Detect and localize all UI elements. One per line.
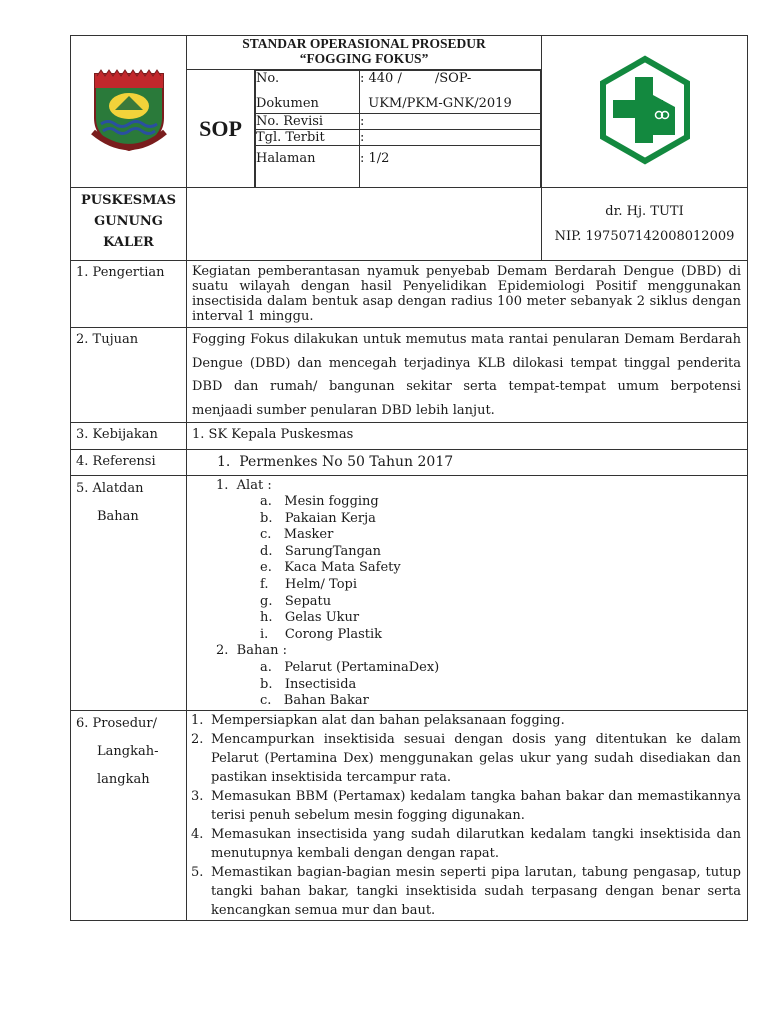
list-item: d. SarungTangan — [260, 543, 382, 559]
list-item: a. Mesin fogging — [260, 494, 379, 510]
section-text-tujuan: Fogging Fokus dilakukan untuk memutus mata rantai penularan Demam Berdarah Dengue (DBD) dan mencegah terjadinya KLB dilokasi tempat tinggal penderita DBD dan rumah/ bangunan sekitar serta tempat-tempat umum berpotensi menjaadi sumber penularan DBD lebih lanjut. — [187, 328, 748, 423]
title-line-2: “FOGGING FOKUS” — [299, 51, 429, 66]
list-item: 5. Memastikan bagian-bagian mesin seperti pipa larutan, tabung pengasap, tutup tangki bahan bakar, tangki insektisida sudah terpasang dengan benar serta kencangkan semua mur dan baut. — [191, 864, 742, 918]
list-item: b. Pakaian Kerja — [260, 510, 376, 526]
field-terbit-label: Tgl. Terbit — [256, 130, 360, 146]
list-item: e. Kaca Mata Safety — [260, 560, 401, 576]
section-label-tujuan: 2. Tujuan — [71, 328, 187, 423]
sop-label: SOP — [187, 70, 255, 188]
list-item: b. Insectisida — [260, 676, 357, 692]
list-item: c. Bahan Bakar — [260, 693, 369, 709]
list-item: h. Gelas Ukur — [260, 610, 360, 626]
title-line-1: STANDAR OPERASIONAL PROSEDUR — [242, 36, 486, 51]
field-halaman-label: Halaman — [256, 146, 360, 187]
list-item: 4. Memasukan insectisida yang sudah dilarutkan kedalam tangki insektisida dan menutupnya kembali dengan dengan rapat. — [191, 826, 742, 861]
document-title — [187, 36, 542, 70]
field-revisi-label: No. Revisi — [256, 114, 360, 130]
bahan-list — [192, 660, 741, 710]
section-content-prosedur — [187, 710, 748, 920]
field-no-value: : 440 / /SOP- UKM/PKM-GNK/2019 — [360, 71, 541, 114]
section-label-alat-bahan: 5. Alatdan Bahan — [71, 475, 187, 710]
field-terbit-value: : — [360, 130, 541, 146]
section-text-pengertian: Kegiatan pemberantasan nyamuk penyebab Demam Berdarah Dengue (DBD) di suatu wilayah dengan hasil Penyelidikan Epidemiologi Positif menggunakan insectisida dalam bentuk asap dengan radius 100 meter sebanyak 2 siklus dengan interval 1 minggu. — [187, 261, 748, 328]
document-fields — [255, 70, 542, 188]
alat-list — [192, 494, 741, 643]
section-text-kebijakan: 1. SK Kepala Puskesmas — [187, 423, 748, 450]
alat-heading: 1. Alat : — [216, 477, 272, 493]
section-label-referensi: 4. Referensi — [71, 450, 187, 476]
section-label-kebijakan: 3. Kebijakan — [71, 423, 187, 450]
section-label-prosedur: 6. Prosedur/ Langkah- langkah — [71, 710, 187, 920]
signer-name: dr. Hj. TUTI — [605, 204, 684, 219]
organisation-name: PUSKESMAS GUNUNG KALER — [71, 188, 187, 261]
list-item: c. Masker — [260, 527, 334, 543]
list-item: 2. Mencampurkan insektisida sesuai dengan dosis yang ditentukan ke dalam Pelarut (Pertamina Dex) menggunakan gelas ukur yang sudah disediakan dan pastikan insektisida tercampur rata. — [191, 731, 742, 785]
field-no-label: No. Dokumen — [256, 71, 360, 114]
blank-cell — [187, 188, 542, 261]
signer-nip: NIP. 197507142008012009 — [554, 229, 735, 244]
section-label-pengertian: 1. Pengertian — [71, 261, 187, 328]
list-item: 1. Mempersiapkan alat dan bahan pelaksanaan fogging. — [191, 712, 565, 728]
section-content-alat-bahan — [187, 475, 748, 710]
list-item: f. Helm/ Topi — [260, 577, 358, 593]
puskesmas-logo — [542, 36, 748, 188]
list-item: a. Pelarut (PertaminaDex) — [260, 660, 440, 676]
field-revisi-value: : — [360, 114, 541, 130]
list-item: i. Corong Plastik — [260, 626, 383, 642]
bahan-heading: 2. Bahan : — [216, 643, 287, 659]
section-text-referensi: 1. Permenkes No 50 Tahun 2017 — [187, 450, 748, 476]
signer-block — [542, 188, 748, 261]
regency-crest-icon — [87, 66, 171, 154]
list-item: g. Sepatu — [260, 593, 332, 609]
field-halaman-value: : 1/2 — [360, 146, 541, 187]
regency-logo — [71, 36, 187, 188]
green-cross-house-logo-icon — [597, 55, 693, 165]
sop-table — [70, 35, 748, 921]
list-item: 3. Memasukan BBM (Pertamax) kedalam tangka bahan bakar dan memastikannya terisi penuh sebelum mesin fogging digunakan. — [191, 788, 742, 823]
